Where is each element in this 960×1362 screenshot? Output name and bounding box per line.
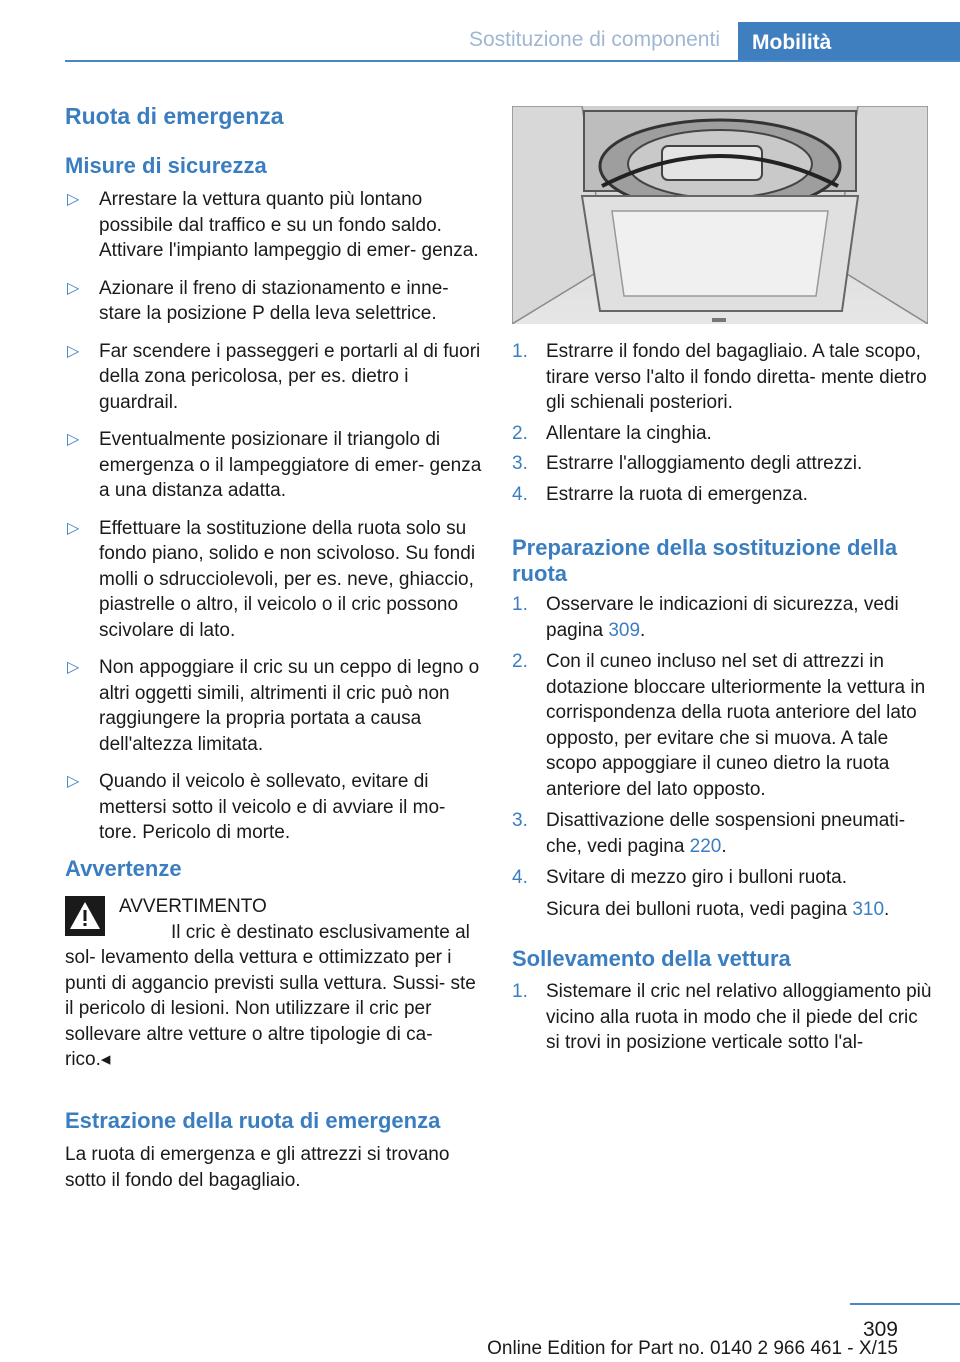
page-link[interactable]: 309	[608, 619, 641, 641]
photo-steps-list	[512, 339, 932, 512]
list-item: ▷ Non appoggiare il cric su un ceppo di legno o altri oggetti simili, altrimenti il cric può non raggiungere la propria portata a causa dell'altezza limitata.	[67, 657, 480, 755]
list-item: ▷ Effettuare la sostituzione della ruota solo su fondo piano, solido e non scivoloso. Su fondi molli o sdrucciolevoli, per es. neve, ghiaccio, piastrelle o altro, il veicolo o il cric possono scivolare di lato.	[67, 517, 476, 641]
bullet-icon: ▷	[67, 342, 80, 360]
list-item: 4. Svitare di mezzo giro i bulloni ruota. Sicura dei bulloni ruota, vedi pagina 310.	[512, 865, 932, 922]
sub-note: Sicura dei bulloni ruota, vedi pagina 310.	[546, 898, 890, 920]
warning-text: Il cric è destinato esclusivamente al sol‐ levamento della vettura e ottimizzato per i punti di aggancio previsti sulla vettura. Sussi‐ ste il pericolo di lesioni. Non utilizzare il cric per sollevare altre vetture o altre tipologie di ca‐ rico.◂	[65, 921, 476, 1070]
warning-icon	[65, 896, 105, 936]
lift-heading: Sollevamento della vettura	[512, 946, 791, 971]
bullet-icon: ▷	[67, 659, 80, 676]
list-item: 1. Sistemare il cric nel relativo alloggiamento più vicino alla ruota in modo che il piede del cric si trovi in posizione verticale sotto l'al‐	[512, 981, 932, 1053]
page-link[interactable]: 310	[852, 898, 885, 920]
list-item: ▷ Arrestare la vettura quanto più lontano possibile dal traffico e su un fondo saldo. Attivare l'impianto lampeggio di emer‐ genza.	[67, 189, 479, 261]
bullet-icon: ▷	[67, 773, 80, 790]
page-title: Ruota di emergenza	[65, 103, 284, 129]
prep-steps-list	[512, 592, 932, 928]
header-rule	[65, 60, 960, 62]
list-item: 1. Estrarre il fondo del bagagliaio. A tale scopo, tirare verso l'alto il fondo diretta‐ mente dietro gli schienali posteriori.	[512, 341, 927, 413]
list-item: 4. Estrarre la ruota di emergenza.	[512, 483, 808, 505]
list-item: 1. Osservare le indicazioni di sicurezza, vedi pagina 309.	[512, 594, 899, 641]
bullet-icon: ▷	[67, 279, 80, 297]
page-link[interactable]: 220	[689, 835, 722, 857]
list-item: ▷ Eventualmente posizionare il triangolo di emergenza o il lampeggiatore di emer‐ genza a una distanza adatta.	[67, 429, 482, 501]
extraction-text: La ruota di emergenza e gli attrezzi si trovano sotto il fondo del bagagliaio.	[65, 1144, 450, 1191]
safety-list	[65, 187, 483, 858]
list-item: 2. Con il cuneo incluso nel set di attrezzi in dotazione bloccare ulteriormente la vettura in corrispondenza della ruota anteriore del lato opposto, per evitare che si muova. A tale scopo appoggiare il cuneo dietro la ruota anteriore del lato opposto.	[512, 651, 926, 800]
safety-heading: Misure di sicurezza	[65, 153, 267, 178]
notes-heading: Avvertenze	[65, 856, 182, 881]
prep-heading: Preparazione della sostituzione della ruota	[512, 535, 898, 587]
edition-note: Online Edition for Part no. 0140 2 966 461 - X/15	[487, 1338, 898, 1359]
extraction-heading: Estrazione della ruota di emergenza	[65, 1108, 441, 1133]
trunk-spare-wheel-photo	[512, 106, 928, 324]
bullet-icon: ▷	[67, 519, 80, 537]
page-number: 309	[862, 1318, 898, 1341]
header-section-title: Sostituzione di componenti	[469, 28, 720, 51]
lift-steps-list	[512, 979, 932, 1068]
bullet-icon: ▷	[67, 431, 80, 448]
header-tab: Mobilità	[738, 22, 960, 62]
list-item: 3. Estrarre l'alloggiamento degli attrezzi.	[512, 453, 863, 474]
bullet-icon: ▷	[67, 191, 80, 208]
list-item: 3. Disattivazione delle sospensioni pneumati‐ che, vedi pagina 220.	[512, 810, 906, 857]
warning-box	[65, 894, 483, 1073]
list-item: ▷ Quando il veicolo è sollevato, evitare di mettersi sotto il veicolo e di avviare il mo‐ tore. Pericolo di morte.	[67, 771, 446, 843]
list-item: ▷ Far scendere i passeggeri e portarli al di fuori della zona pericolosa, per es. dietro i guardrail.	[67, 340, 481, 413]
warning-label: AVVERTIMENTO	[119, 896, 267, 917]
list-item: 2. Allentare la cinghia.	[512, 422, 712, 444]
list-item: ▷ Azionare il freno di stazionamento e inne‐ stare la posizione P della leva selettrice.	[67, 277, 449, 324]
footer-rule	[850, 1303, 960, 1305]
